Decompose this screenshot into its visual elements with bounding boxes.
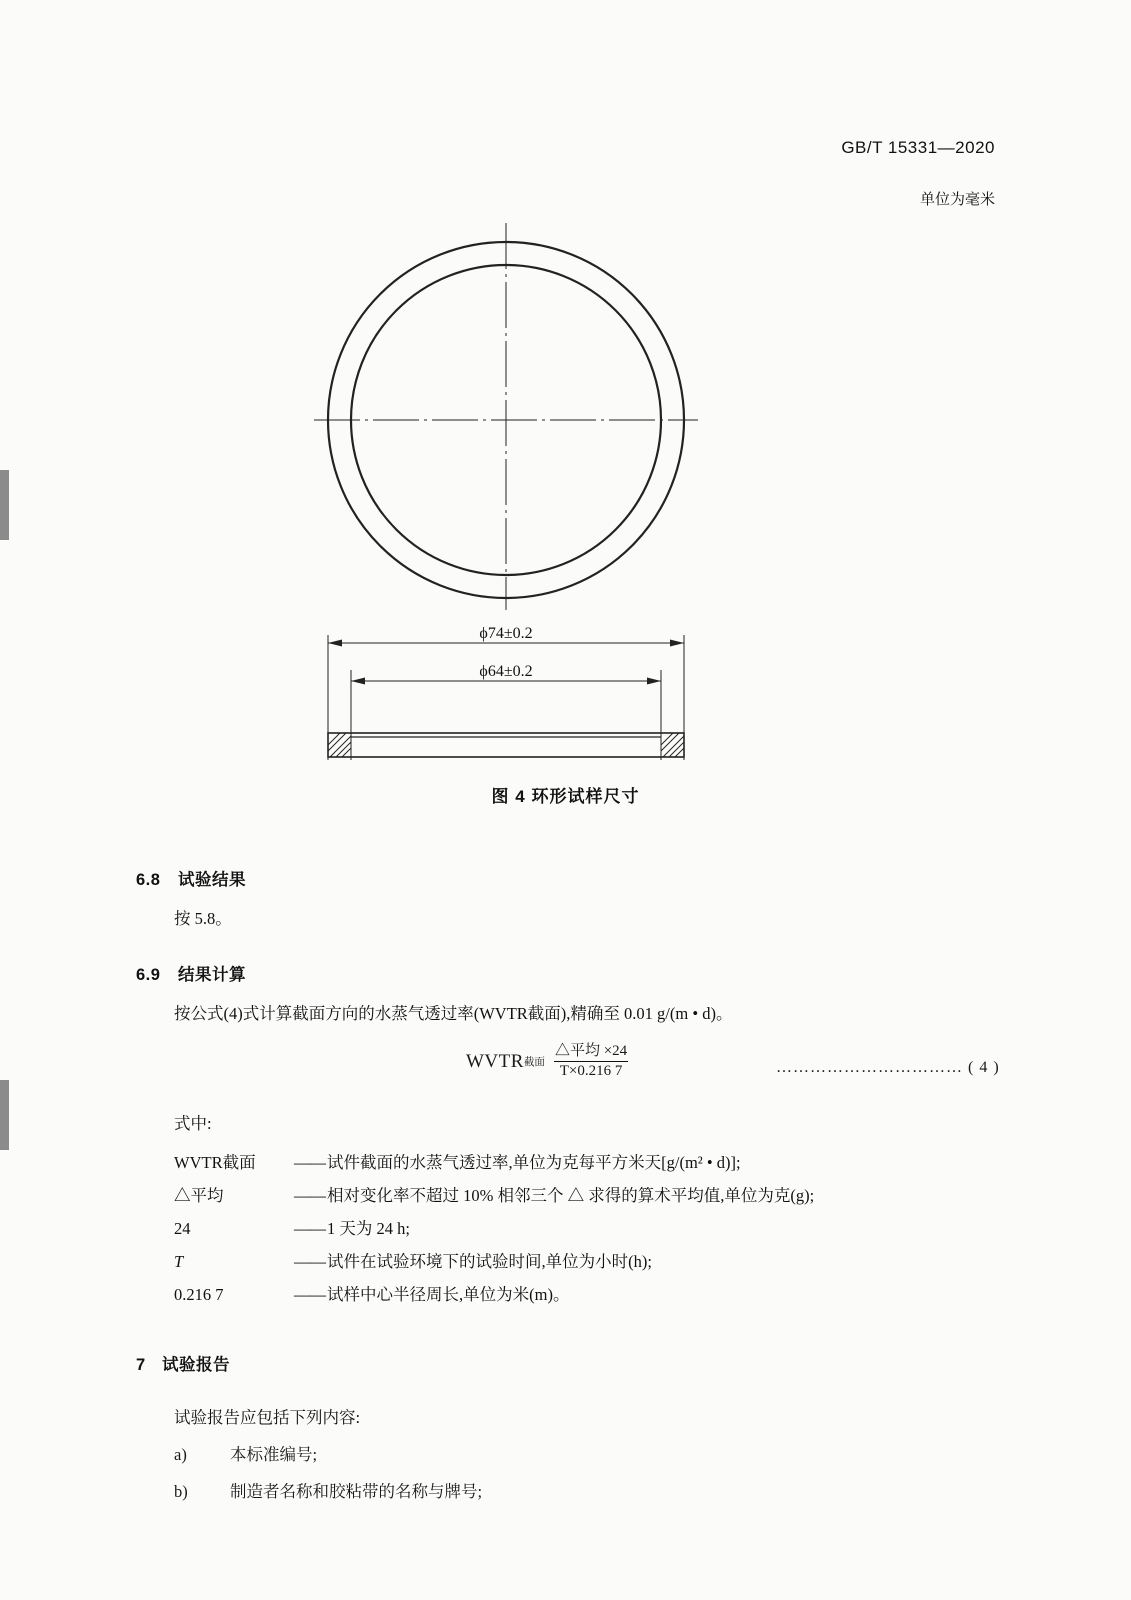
definition-row <box>174 1278 1006 1311</box>
formula-denominator: T×0.216 7 <box>554 1061 629 1080</box>
unit-note: 单位为毫米 <box>919 191 995 208</box>
formula-number: ( 4 ) <box>968 1059 1000 1077</box>
formula-expression <box>466 1043 633 1081</box>
definition-dash: —— <box>294 1284 325 1304</box>
scan-artifact-bottom <box>0 1080 9 1150</box>
definition-description: 相对变化率不超过 10% 相邻三个 △ 求得的算术平均值,单位为克(g); <box>327 1185 815 1205</box>
definition-term: T <box>174 1251 184 1271</box>
list-item-label: b) <box>174 1482 188 1502</box>
outer-dimension-label: ϕ74±0.2 <box>478 625 533 642</box>
definition-row <box>174 1146 1006 1179</box>
definition-dash: —— <box>294 1218 325 1238</box>
list-item-text: 制造者名称和胶粘带的名称与牌号; <box>230 1482 483 1502</box>
definition-dash: —— <box>294 1251 325 1271</box>
list-item <box>174 1476 1006 1507</box>
clause-6-9-body: 按公式(4)式计算截面方向的水蒸气透过率(WVTR截面),精确至 0.01 g/(m • d)。 <box>174 1003 733 1023</box>
definition-term: △平均 <box>174 1185 224 1205</box>
definition-row <box>174 1212 1006 1245</box>
definition-description: 试件在试验环境下的试验时间,单位为小时(h); <box>327 1251 652 1271</box>
clause-6-8-number: 6.8 <box>136 871 161 889</box>
clause-7-title: 试验报告 <box>162 1355 230 1374</box>
list-item-label: a) <box>174 1445 187 1465</box>
clause-6-9-title: 结果计算 <box>178 965 246 984</box>
figure-ring-specimen <box>0 215 1131 815</box>
definition-term: 0.216 7 <box>174 1284 224 1304</box>
definition-description: 1 天为 24 h; <box>327 1218 410 1238</box>
list-item-text: 本标准编号; <box>230 1445 318 1465</box>
clause-6-8-body: 按 5.8。 <box>174 909 232 928</box>
definition-list <box>174 1146 1006 1311</box>
report-intro: 试验报告应包括下列内容: <box>174 1407 361 1427</box>
figure-caption: 图 4 环形试样尺寸 <box>491 787 640 806</box>
formula-number-line <box>776 1059 1000 1077</box>
standard-number: GB/T 15331—2020 <box>841 138 995 157</box>
list-item <box>174 1439 1006 1470</box>
definition-row <box>174 1245 1006 1278</box>
ring-drawing-svg <box>206 215 926 795</box>
formula-lead: WVTR <box>466 1050 524 1072</box>
formula-numerator: △平均 ×24 <box>554 1043 628 1060</box>
clause-6-9-heading <box>136 961 1006 985</box>
document-body <box>136 840 1006 1508</box>
clause-6-8-heading <box>136 866 1006 890</box>
definition-dash: —— <box>294 1185 325 1205</box>
definition-term: 24 <box>174 1218 191 1238</box>
formula-lead-subscript: 截面 <box>523 1057 545 1069</box>
clause-6-8-title: 试验结果 <box>178 871 246 889</box>
formula-4 <box>136 1043 1006 1099</box>
inner-dimension-label: ϕ64±0.2 <box>478 663 533 680</box>
definition-description: 试件截面的水蒸气透过率,单位为克每平方米天[g/(m² • d)]; <box>327 1152 741 1172</box>
where-label: 式中: <box>174 1114 212 1134</box>
definition-description: 试样中心半径周长,单位为米(m)。 <box>327 1284 570 1304</box>
clause-7-number: 7 <box>136 1355 146 1374</box>
clause-6-9-number: 6.9 <box>136 965 161 984</box>
formula-dots: …………………………… <box>776 1059 963 1077</box>
definition-row <box>174 1179 1006 1212</box>
definition-term: WVTR截面 <box>174 1152 256 1172</box>
formula-fraction <box>549 1043 633 1081</box>
definition-dash: —— <box>294 1152 325 1172</box>
clause-7-heading <box>136 1351 1006 1375</box>
